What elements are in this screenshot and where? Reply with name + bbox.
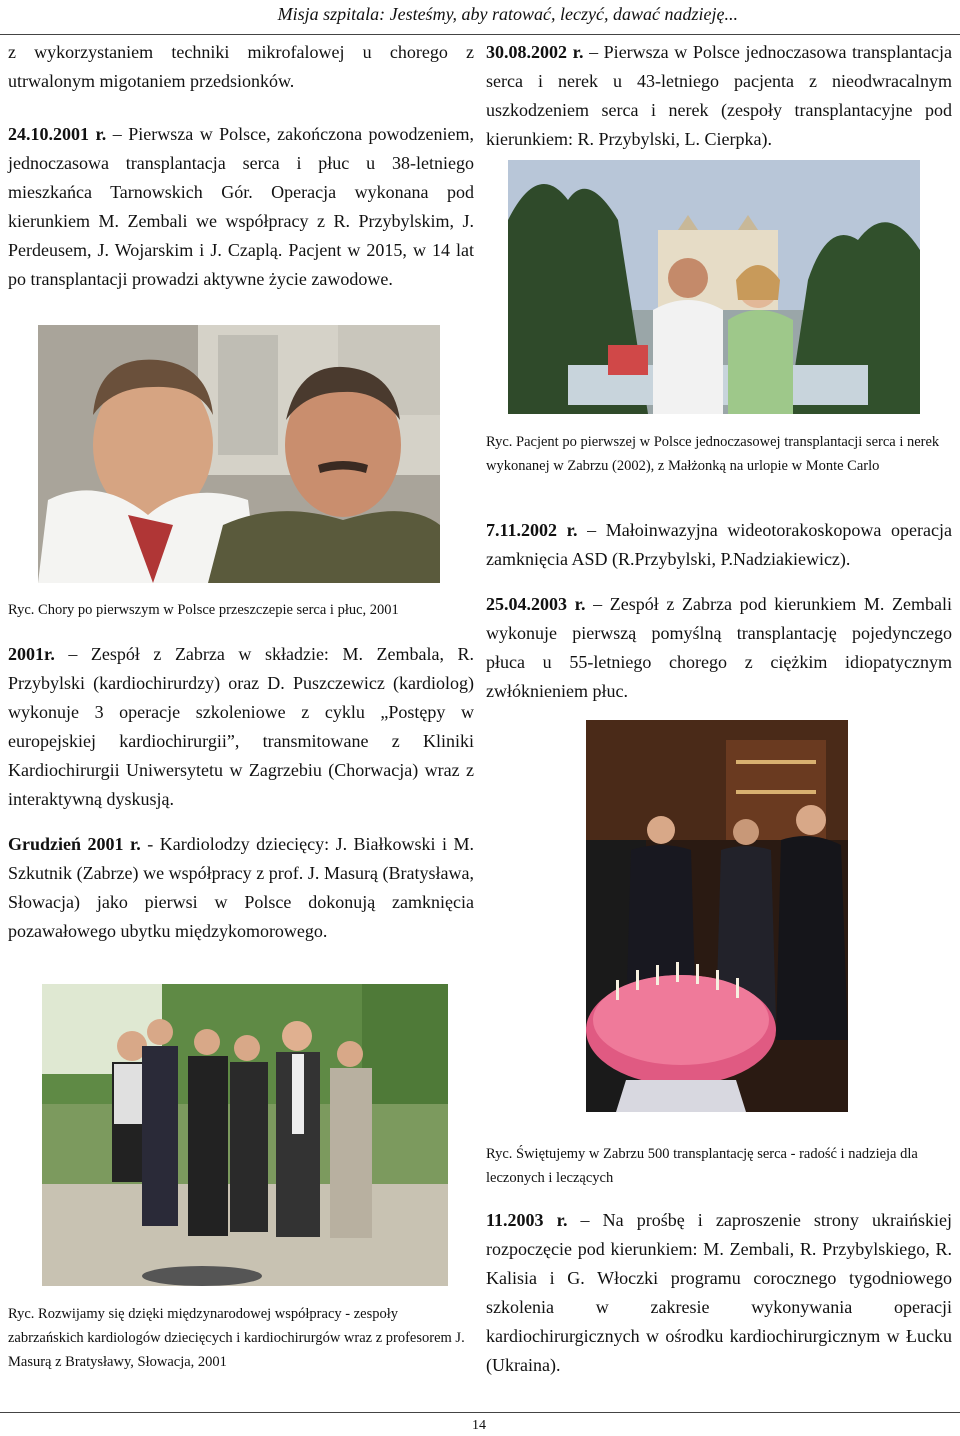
photo-500th-transplant: [586, 720, 848, 1112]
entry-text: - Kardiolodzy dziecięcy: J. Białkowski i M. Szkutnik (Zabrze) we współpracy z prof. J. Masurą (Bratysława, Słowacja) jako pierwsi w Polsce dokonują zamknięcia pozawałowego ubytku międzykomorowego.: [8, 834, 474, 941]
entry-date: 30.08.2002 r.: [486, 42, 584, 62]
entry-date: 25.04.2003 r.: [486, 594, 586, 614]
running-header: Misja szpitala: Jesteśmy, aby ratować, leczyć, dawać nadzieję...: [277, 4, 738, 24]
entry-date: Grudzień 2001 r.: [8, 834, 141, 854]
entry-date: 7.11.2002 r.: [486, 520, 578, 540]
entry-date: 2001r.: [8, 644, 55, 664]
intro-paragraph: z wykorzystaniem techniki mikrofalowej u chorego z utrwalonym migotaniem przedsionków.: [8, 42, 474, 91]
caption-international-team: Ryc. Rozwijamy się dzięki międzynarodowej współpracy - zespoły zabrzańskich kardiologów dziecięcych i kardiochirurgów wraz z profesorem J. Masurą z Bratysławy, Słowacja, 2001: [8, 1306, 465, 1370]
page-number: 14: [472, 1418, 486, 1433]
entry-2003-11: [486, 1206, 952, 1380]
entry-2001-12: [8, 830, 474, 946]
entry-date: 11.2003 r.: [486, 1210, 568, 1230]
entry-text: – Pierwsza w Polsce, zakończona powodzeniem, jednoczasowa transplantacja serca i płuc u 38-letniego mieszkańca Tarnowskich Gór. Operacja wykonana pod kierunkiem M. Zembali we współpracy z R. Przybylskim, J. Perdeusem, J. Wojarskim i J. Czaplą. Pacjent w 2015, w 14 lat po transplantacji prowadzi aktywne życie zawodowe.: [8, 124, 474, 289]
entry-2001-zagreb: [8, 640, 474, 814]
entry-2002-08-30: [486, 38, 952, 154]
right-column-middle: [486, 516, 952, 706]
entry-text: – Zespół z Zabrza w składzie: M. Zembala, R. Przybylski (kardiochirurdzy) oraz D. Puszczewicz (kardiolog) wykonuje 3 operacje szkoleniowe z cyklu „Postępy w europejskiej kardiochirurgii”, transmitowane z Kliniki Kardiochirurgii Uniwersytetu w Zagrzebiu (Chorwacja) wraz z interaktywną dyskusją.: [8, 644, 474, 809]
entry-text: – Pierwsza w Polsce jednoczasowa transplantacja serca i nerek u 43-letniego pacjenta z nieodwracalnym uszkodzeniem serca i nerek (zespoły transplantacyjne pod kierunkiem: R. Przybylski, L. Cierpka).: [486, 42, 952, 149]
left-column-top: [8, 38, 474, 294]
entry-text: – Na prośbę i zaproszenie strony ukraińskiej rozpoczęcie pod kierunkiem: M. Zembali, R. Przybylskiego, R. Kalisia i G. Włoczki programu corocznego tygodniowego szkolenia w zakresie wykonywania operacji kardiochirurgicznych w ośrodku kardiochirurgicznym w Łucku (Ukraina).: [486, 1210, 952, 1375]
caption-500th-transplant: Ryc. Świętujemy w Zabrzu 500 transplantację serca - radość i nadzieja dla leczonych i leczących: [486, 1146, 918, 1186]
entry-2001-10-24: [8, 120, 474, 294]
header-rule: [0, 34, 960, 35]
entry-2002-11-07: [486, 516, 952, 574]
entry-text: – Małoinwazyjna wideotorakoskopowa operacja zamknięcia ASD (R.Przybylski, P.Nadziakiewicz).: [486, 520, 952, 569]
left-column-middle: [8, 640, 474, 946]
caption-monte-carlo: Ryc. Pacjent po pierwszej w Polsce jednoczasowej transplantacji serca i nerek wykonanej w Zabrzu (2002), z Małżonką na urlopie w Monte Carlo: [486, 434, 940, 474]
right-column-top: [486, 38, 952, 154]
photo-international-team: [42, 984, 448, 1286]
entry-text: – Zespół z Zabrza pod kierunkiem M. Zembali wykonuje pierwszą pomyślną transplantację pojedynczego płuca u 55-letniego chorego z ciężkim idiopatycznym zwłóknieniem płuc.: [486, 594, 952, 701]
right-column-bottom: [486, 1206, 952, 1380]
photo-heart-lung-patient: [38, 325, 440, 583]
entry-2003-04-25: [486, 590, 952, 706]
footer-rule: [0, 1412, 960, 1413]
photo-monte-carlo: [508, 160, 920, 414]
caption-heart-lung: Ryc. Chory po pierwszym w Polsce przeszczepie serca i płuc, 2001: [8, 602, 399, 618]
entry-date: 24.10.2001 r.: [8, 124, 107, 144]
